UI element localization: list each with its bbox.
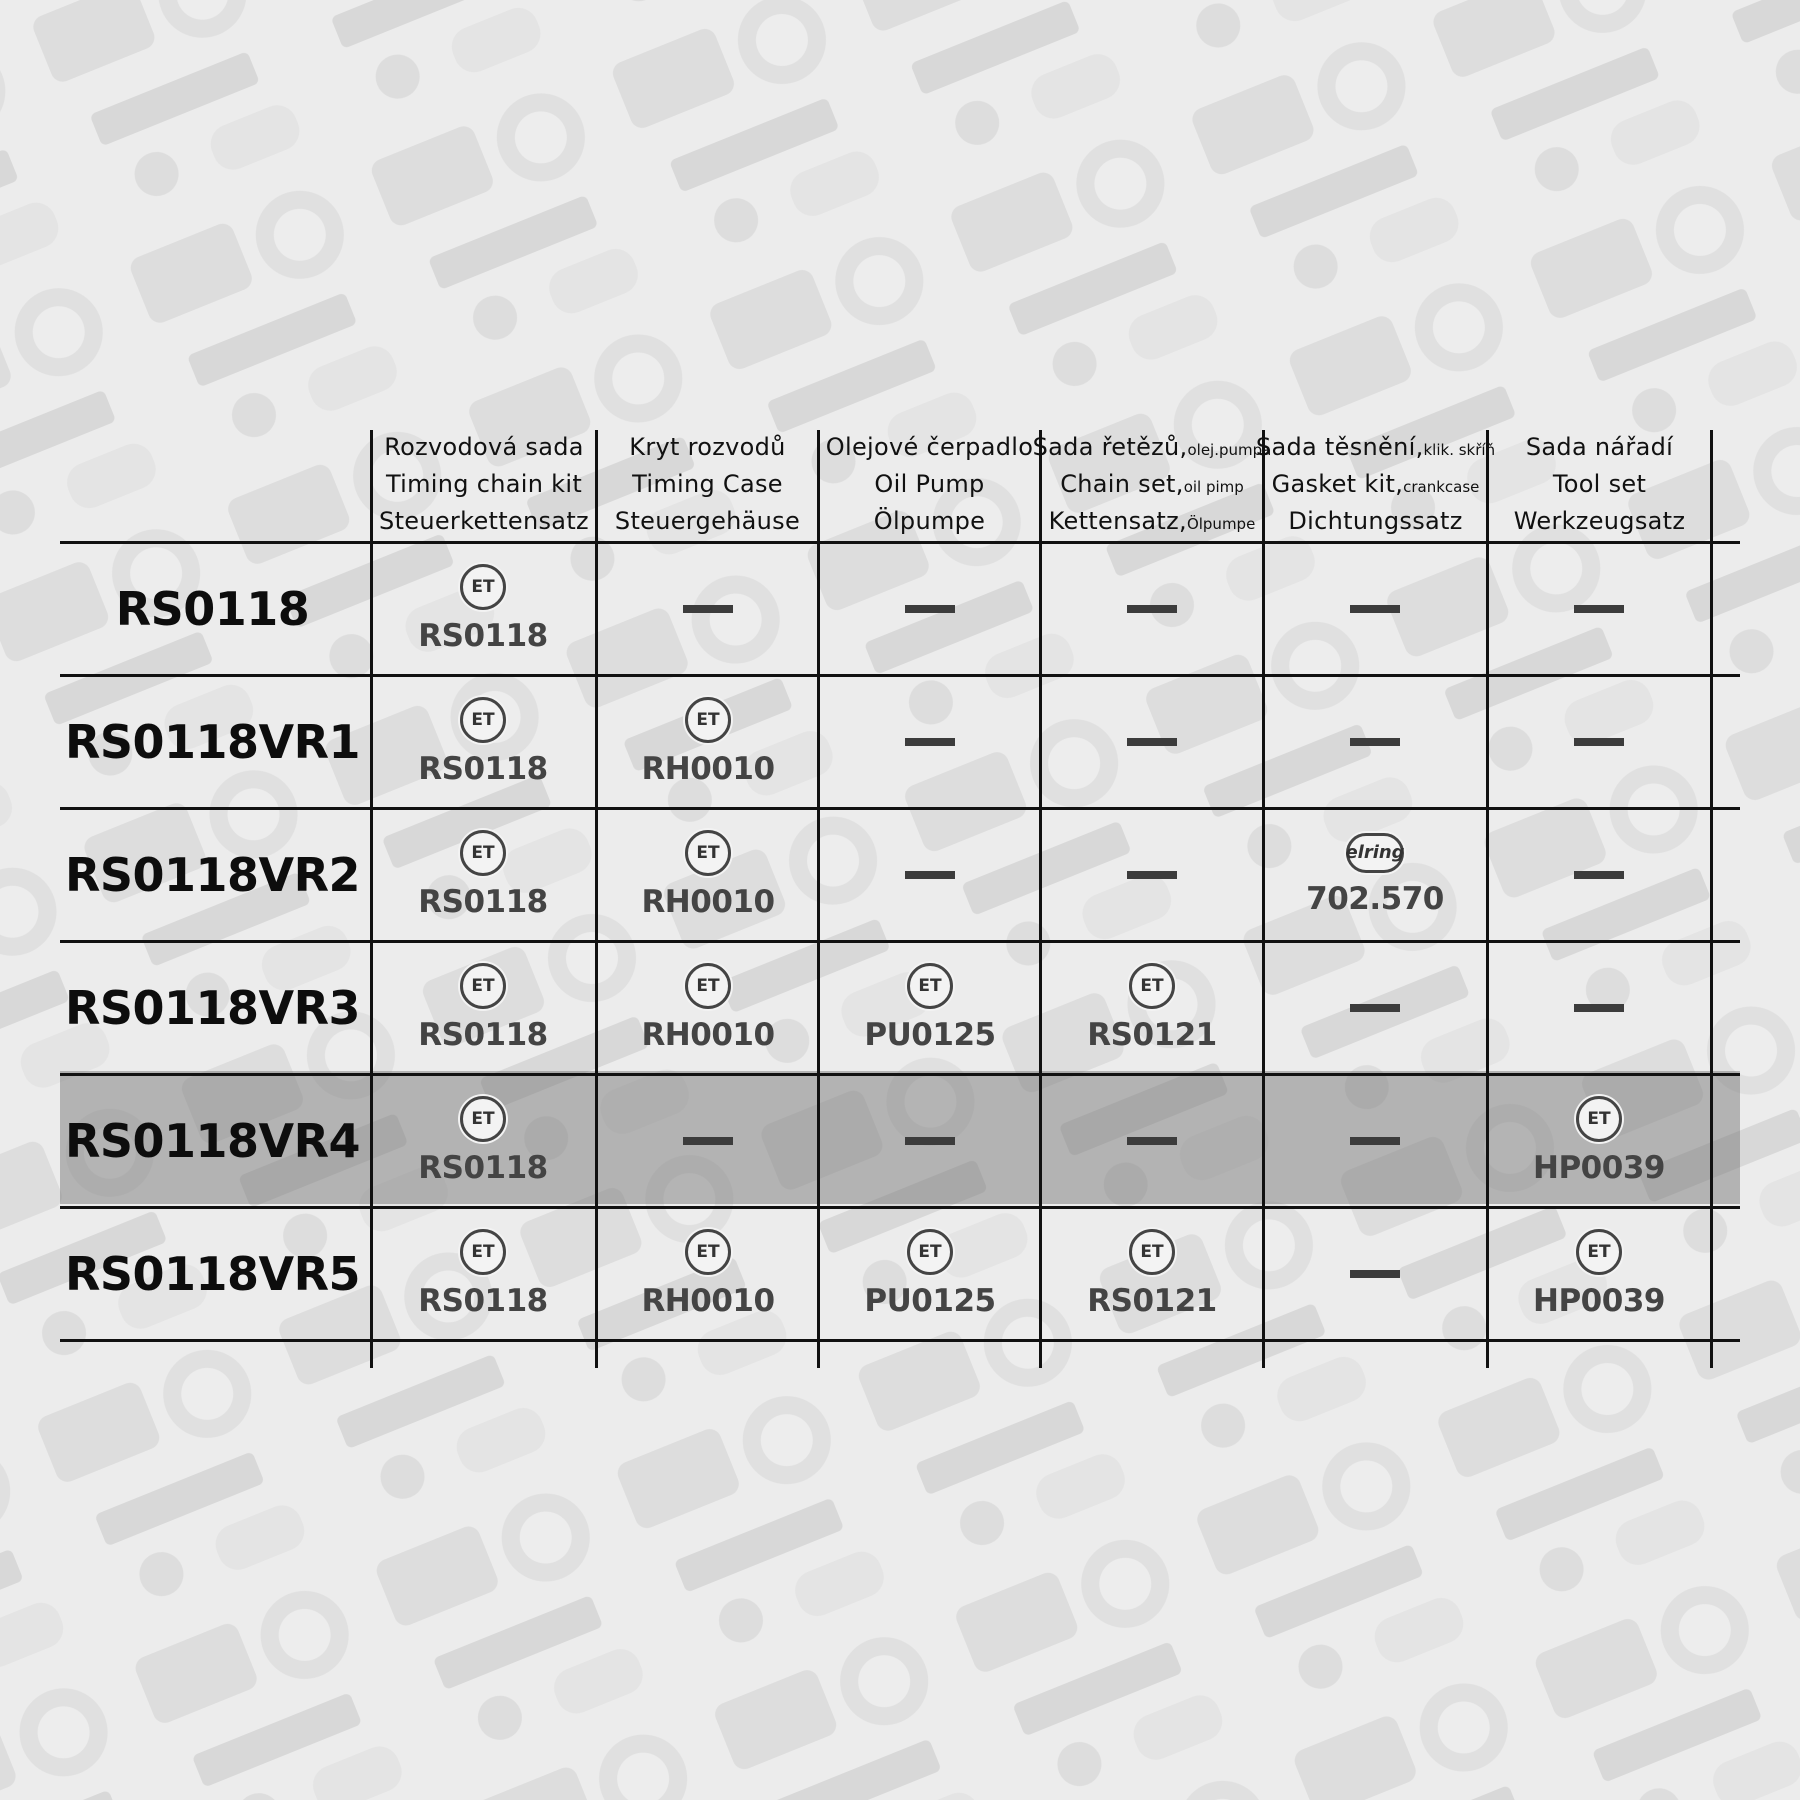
table-cell <box>373 542 593 675</box>
et-logo-icon: ET <box>685 697 731 743</box>
part-entry <box>1265 818 1485 931</box>
table-cell <box>598 808 818 941</box>
table-cell <box>820 941 1040 1074</box>
column-header-de <box>1288 507 1462 535</box>
column-header-de <box>1514 507 1685 535</box>
table-cell <box>820 808 1040 941</box>
column-header <box>820 428 1039 540</box>
et-logo-icon: ET <box>1129 1229 1175 1275</box>
not-included-dash <box>683 1137 733 1145</box>
part-number: RS0118 <box>418 1016 548 1053</box>
row-label-kit-number: RS0118 <box>115 581 310 636</box>
column-header-en <box>632 470 783 498</box>
table-cell <box>1042 675 1262 808</box>
part-entry <box>598 685 818 798</box>
table-cell <box>1489 1074 1709 1207</box>
column-header-text: Timing chain kit <box>385 469 583 498</box>
table-cell <box>1489 1207 1709 1340</box>
part-entry <box>373 685 593 798</box>
et-logo-icon: ET <box>460 697 506 743</box>
column-header-text: Sada nářadí <box>1525 432 1674 461</box>
part-number: HP0039 <box>1533 1282 1665 1319</box>
part-number: RH0010 <box>641 1282 775 1319</box>
column-header-text: Rozvodová sada <box>384 432 584 461</box>
not-included-dash <box>1574 738 1624 746</box>
column-header-text: Sada těsnění, <box>1255 432 1424 461</box>
not-included-dash <box>1127 871 1177 879</box>
part-number: RS0118 <box>418 1149 548 1186</box>
table-cell <box>1265 542 1485 675</box>
column-header-en <box>874 470 984 498</box>
row-label-kit-number: RS0118VR2 <box>64 847 361 902</box>
row-label-kit-number: RS0118VR3 <box>64 980 361 1035</box>
column-header-text: Steuerkettensatz <box>379 507 589 536</box>
part-number: RS0118 <box>418 617 548 654</box>
not-included-dash <box>1574 1004 1624 1012</box>
table-cell <box>1489 808 1709 941</box>
table-cell <box>820 675 1040 808</box>
column-header-text: Oil Pump <box>874 469 985 498</box>
table-cell <box>1489 542 1709 675</box>
et-logo-icon: ET <box>460 1096 506 1142</box>
not-included-dash <box>1350 605 1400 613</box>
et-logo-icon: ET <box>460 963 506 1009</box>
table-column-divider <box>1710 430 1713 1368</box>
column-header-text: Tool set <box>1552 469 1647 498</box>
table-cell <box>373 808 593 941</box>
column-header-text: Kryt rozvodů <box>629 432 786 461</box>
row-label-kit-number: RS0118VR5 <box>64 1246 361 1301</box>
column-header-cz <box>1033 433 1272 461</box>
column-header-cz <box>1256 433 1495 461</box>
table-cell <box>1265 808 1485 941</box>
column-header-en <box>386 470 582 498</box>
not-included-dash <box>905 871 955 879</box>
part-entry <box>820 951 1040 1064</box>
column-header-de <box>379 507 589 535</box>
column-header-en <box>1272 470 1480 498</box>
part-entry <box>1489 1217 1709 1330</box>
table-cell <box>373 941 593 1074</box>
column-header-text: Kettensatz, <box>1048 507 1187 536</box>
table-cell <box>1042 1207 1262 1340</box>
table-cell <box>373 1074 593 1207</box>
not-included-dash <box>1127 738 1177 746</box>
et-logo-icon: ET <box>460 564 506 610</box>
not-included-dash <box>905 1137 955 1145</box>
column-header-note: crankcase <box>1403 477 1480 496</box>
et-logo-icon: ET <box>685 963 731 1009</box>
part-number: RH0010 <box>641 883 775 920</box>
column-header-text: Timing Case <box>632 469 783 498</box>
part-entry <box>598 1217 818 1330</box>
not-included-dash <box>905 605 955 613</box>
column-header-text: Ölpumpe <box>873 507 986 536</box>
et-logo-icon: ET <box>460 1229 506 1275</box>
table-cell <box>598 542 818 675</box>
not-included-dash <box>1127 1137 1177 1145</box>
column-header-text: Dichtungssatz <box>1288 507 1463 536</box>
column-header-text: Olejové čerpadlo <box>825 432 1034 461</box>
part-entry <box>598 818 818 931</box>
column-header-en <box>1553 470 1646 498</box>
table-cell <box>820 1074 1040 1207</box>
part-number: RS0121 <box>1087 1016 1217 1053</box>
column-header <box>373 428 595 540</box>
column-header-cz <box>826 433 1033 461</box>
column-header-note: olej.pumpa <box>1187 440 1272 459</box>
part-entry <box>1042 1217 1262 1330</box>
column-header-note: Ölpumpe <box>1186 515 1256 534</box>
elring-logo-icon: elring <box>1346 833 1404 873</box>
et-logo-icon: ET <box>907 1229 953 1275</box>
column-header-cz <box>384 433 584 461</box>
part-number: RS0118 <box>418 1282 548 1319</box>
not-included-dash <box>1350 1270 1400 1278</box>
table-cell <box>1265 1074 1485 1207</box>
column-header-text: Gasket kit, <box>1271 469 1404 498</box>
column-header-note: klik. skříň <box>1423 440 1496 459</box>
not-included-dash <box>683 605 733 613</box>
column-header-cz <box>629 433 785 461</box>
part-entry <box>373 1084 593 1197</box>
table-cell <box>598 941 818 1074</box>
table-cell <box>1042 542 1262 675</box>
column-header-de <box>1049 507 1256 535</box>
et-logo-icon: ET <box>1576 1096 1622 1142</box>
table-cell <box>1042 941 1262 1074</box>
row-label-kit-number: RS0118VR4 <box>64 1113 361 1168</box>
table-cell <box>1265 1207 1485 1340</box>
table-cell <box>373 1207 593 1340</box>
part-entry <box>1489 1084 1709 1197</box>
part-entry <box>373 552 593 665</box>
table-cell <box>1489 675 1709 808</box>
column-header <box>1032 428 1272 540</box>
part-number: RH0010 <box>641 750 775 787</box>
table-cell <box>820 542 1040 675</box>
part-entry <box>373 1217 593 1330</box>
not-included-dash <box>1127 605 1177 613</box>
et-logo-icon: ET <box>685 1229 731 1275</box>
part-number: PU0125 <box>864 1282 996 1319</box>
part-entry <box>373 818 593 931</box>
not-included-dash <box>1574 605 1624 613</box>
column-header-text: Sada řetězů, <box>1032 432 1188 461</box>
part-entry <box>1042 951 1262 1064</box>
part-entry <box>820 1217 1040 1330</box>
column-header-text: Chain set, <box>1060 469 1184 498</box>
column-header-de <box>615 507 800 535</box>
not-included-dash <box>1350 738 1400 746</box>
table-cell <box>373 675 593 808</box>
et-logo-icon: ET <box>907 963 953 1009</box>
table-cell <box>1042 1074 1262 1207</box>
table-cell <box>1042 808 1262 941</box>
not-included-dash <box>1350 1137 1400 1145</box>
column-header-text: Werkzeugsatz <box>1513 507 1686 536</box>
part-number: HP0039 <box>1533 1149 1665 1186</box>
table-cell <box>598 675 818 808</box>
column-header-note: oil pimp <box>1183 477 1244 496</box>
et-logo-icon: ET <box>685 830 731 876</box>
table-cell <box>1265 675 1485 808</box>
part-number: 702.570 <box>1306 880 1444 917</box>
et-logo-icon: ET <box>460 830 506 876</box>
part-number: RH0010 <box>641 1016 775 1053</box>
table-cell <box>1489 941 1709 1074</box>
et-logo-icon: ET <box>1129 963 1175 1009</box>
not-included-dash <box>1350 1004 1400 1012</box>
row-label-kit-number: RS0118VR1 <box>64 714 361 769</box>
et-logo-icon: ET <box>1576 1229 1622 1275</box>
column-header-de <box>874 507 985 535</box>
part-number: RS0118 <box>418 750 548 787</box>
part-number: RS0118 <box>418 883 548 920</box>
column-header-en <box>1060 470 1244 498</box>
table-cell <box>598 1207 818 1340</box>
table-cell <box>598 1074 818 1207</box>
column-header <box>1489 428 1710 540</box>
not-included-dash <box>1574 871 1624 879</box>
part-entry <box>373 951 593 1064</box>
part-number: RS0121 <box>1087 1282 1217 1319</box>
part-entry <box>598 951 818 1064</box>
not-included-dash <box>905 738 955 746</box>
part-number: PU0125 <box>864 1016 996 1053</box>
column-header <box>598 428 817 540</box>
column-header <box>1255 428 1496 540</box>
table-cell <box>820 1207 1040 1340</box>
table-cell <box>1265 941 1485 1074</box>
column-header-cz <box>1526 433 1673 461</box>
column-header-text: Steuergehäuse <box>614 507 801 536</box>
